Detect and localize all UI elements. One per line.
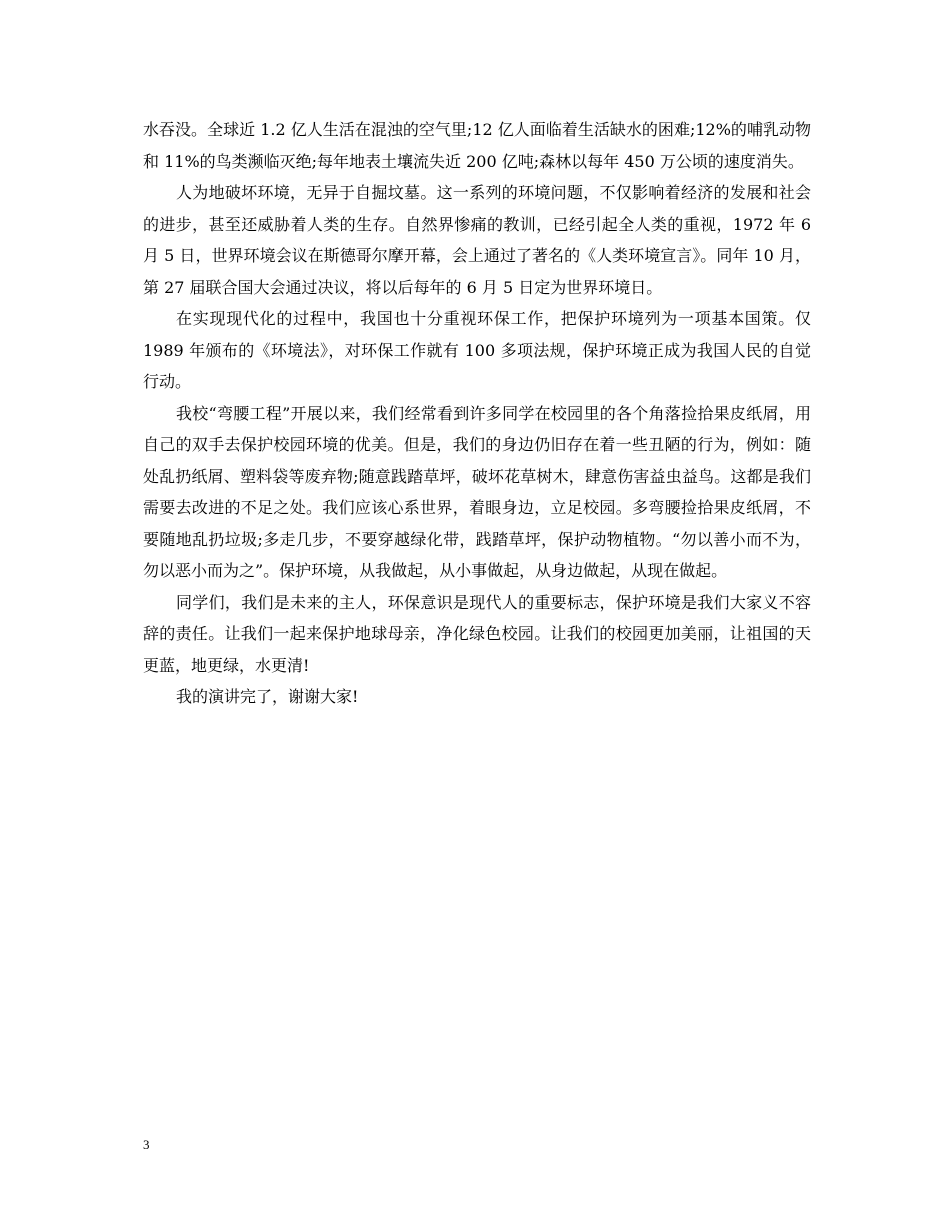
paragraph-continuation: 水吞没。全球近 1.2 亿人生活在混浊的空气里;12 亿人面临着生活缺水的困难;12%的哺乳动物和 11%的鸟类濒临灭绝;每年地表土壤流失近 200 亿吨;森林以每年 450 万公顷的速度消失。	[143, 120, 811, 171]
page-number: 3	[143, 1137, 150, 1152]
paragraph: 同学们，我们是未来的主人，环保意识是现代人的重要标志，保护环境是我们大家义不容辞的责任。让我们一起来保护地球母亲，净化绿色校园。让我们的校园更加美丽，让祖国的天更蓝，地更绿，水更清!	[143, 592, 811, 675]
paragraph-closing: 我的演讲完了，谢谢大家!	[176, 687, 359, 706]
paragraph: 人为地破坏环境，无异于自掘坟墓。这一系列的环境问题，不仅影响着经济的发展和社会的进步，甚至还威胁着人类的生存。自然界惨痛的教训，已经引起全人类的重视，1972 年 6 月 5 日，世界环境会议在斯德哥尔摩开幕，会上通过了著名的《人类环境宣言》。同年 10 月，第 27 届联合国大会通过决议，将以后每年的 6 月 5 日定为世界环境日。	[143, 183, 811, 297]
document-body	[143, 114, 811, 713]
paragraph: 我校“弯腰工程”开展以来，我们经常看到许多同学在校园里的各个角落捡拾果皮纸屑，用自己的双手去保护校园环境的优美。但是，我们的身边仍旧存在着一些丑陋的行为，例如：随处乱扔纸屑、塑料袋等废弃物;随意践踏草坪，破坏花草树木，肆意伤害益虫益鸟。这都是我们需要去改进的不足之处。我们应该心系世界，着眼身边，立足校园。多弯腰捡拾果皮纸屑，不要随地乱扔垃圾;多走几步，不要穿越绿化带，践踏草坪，保护动物植物。“勿以善小而不为，勿以恶小而为之”。保护环境，从我做起，从小事做起，从身边做起，从现在做起。	[143, 403, 811, 580]
paragraph: 在实现现代化的过程中，我国也十分重视环保工作，把保护环境列为一项基本国策。仅 1989 年颁布的《环境法》，对环保工作就有 100 多项法规，保护环境正成为我国人民的自觉行动。	[143, 309, 811, 391]
